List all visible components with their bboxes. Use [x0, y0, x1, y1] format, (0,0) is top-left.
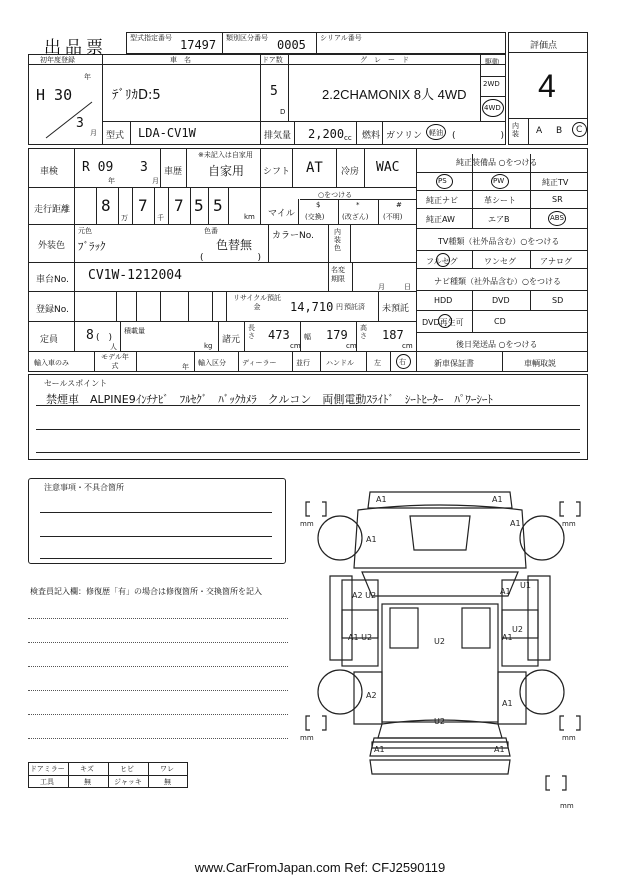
tire-brackets [306, 502, 580, 790]
drive-label: 駆動 [485, 58, 499, 66]
mark-left-door-a2u2: A2 U2 [352, 591, 377, 600]
equip-sr: SR [552, 195, 563, 204]
ac-label: 冷房 [341, 167, 360, 177]
equip-ps: PS [438, 177, 447, 185]
shaken-label: 車検 [40, 167, 59, 177]
hood-panel [410, 516, 470, 550]
import-label: 輸入車のみ [34, 359, 69, 367]
first-reg-era: H 30 [36, 86, 73, 104]
sales-point-title: セールスポイント [44, 379, 108, 388]
orig-color-label: 元色 [78, 227, 92, 235]
tools-head-scratch: キズ [80, 765, 94, 773]
fuel-label: 燃料 [362, 131, 381, 141]
height: 187 [382, 328, 404, 342]
mm-label-1: mm [300, 520, 314, 528]
interior-label: 内装 [512, 122, 519, 138]
load-label: 積載量 [124, 327, 145, 335]
mark-right-door-a1: A1 [500, 587, 511, 596]
registration-label: 登録No. [36, 305, 69, 315]
capacity-unit: 人 [110, 343, 117, 351]
mm-label-3: mm [300, 734, 314, 742]
notes-title: 注意事項・不具合箇所 [44, 483, 124, 492]
color-number-label: 色番 [204, 227, 218, 235]
mm-label-4: mm [562, 734, 576, 742]
sales-point-text: 禁煙車 ALPINE9ｲﾝﾁﾅﾋﾞ ﾌﾙｾｸﾞ ﾊﾞｯｸｶﾒﾗ クルコン 両側電動ｽﾗｲﾄﾞ ｼｰﾄﾋｰﾀｰ ﾊﾟﾜｰｼｰﾄ [46, 393, 493, 406]
factory-title: 純正装備品 ○をつける [456, 158, 538, 167]
exchange-symbol: $ [316, 201, 321, 209]
front-right-wheel [520, 516, 564, 560]
navi-sd: SD [552, 296, 564, 305]
handle-label: ハンドル [326, 359, 354, 367]
history-label: 車歴 [164, 167, 183, 177]
mark-front-bumper-left: A1 [376, 495, 387, 504]
length-label: 長さ [248, 324, 255, 340]
rear-garnish [372, 742, 508, 748]
mileage-digit-2: 7 [138, 196, 148, 215]
tv-analog: アナログ [540, 257, 572, 266]
import-dealer: ディーラー [242, 359, 277, 367]
rear-right-quarter [498, 672, 526, 724]
chassis-number: CV1W-1212004 [88, 268, 182, 283]
equip-pw: PW [493, 177, 505, 185]
equip-aw: 純正AW [426, 215, 455, 224]
displacement-label: 排気量 [264, 131, 292, 141]
navi-hdd: HDD [434, 296, 453, 305]
handle-right: 右 [399, 358, 406, 366]
roof-right-panel [462, 608, 490, 648]
mark-rear-right-a1: A1 [502, 699, 513, 708]
model-year-label: モデル年式 [101, 353, 129, 370]
color-no-label: カラーNo. [272, 231, 314, 241]
drive-4wd: 4WD [484, 104, 501, 112]
navi-dvd-play: DVD再生可 [422, 318, 464, 327]
first-reg-label: 初年度登録 [40, 56, 75, 64]
exchange-label: (交換) [305, 213, 325, 221]
import-parallel: 並行 [296, 359, 310, 367]
equip-airbag: エアB [488, 215, 510, 224]
import-type-label: 輸入区分 [198, 359, 226, 367]
height-cm: cm [402, 342, 413, 350]
handle-left: 左 [374, 359, 381, 367]
name-change-label: 名変期限 [331, 266, 345, 283]
width: 179 [326, 328, 348, 342]
back-door [370, 738, 510, 756]
history-note: ※未記入は自家用 [198, 151, 253, 159]
score-value: 4 [538, 68, 556, 104]
car-name: ﾃﾞﾘｶD:5 [112, 88, 161, 103]
equip-abs: ABS [550, 214, 564, 222]
mark-right-rear-a1: A1 [502, 633, 513, 642]
mark-right-door-u1: U1 [520, 581, 531, 590]
cc-unit: cc [344, 134, 352, 142]
name-change-month: 月 [378, 283, 385, 291]
rear-left-wheel [318, 670, 362, 714]
mileage-unit-man: 万 [121, 214, 128, 222]
length-cm: cm [290, 342, 301, 350]
windshield [362, 572, 518, 596]
mark-left-rear-a1u2: A1 U2 [348, 633, 373, 642]
interior-a: A [536, 126, 543, 136]
left-mirror [330, 576, 352, 660]
orig-color: ﾌﾞﾗｯｸ [78, 240, 106, 253]
chassis-label: 車台No. [36, 275, 69, 285]
fuel-gasoline: ガソリン [386, 131, 423, 141]
tools-tools-value: 無 [84, 778, 91, 786]
tv-oneseg: ワンセグ [484, 257, 516, 266]
capacity-label: 定員 [40, 335, 59, 345]
tamper-symbol: * [356, 201, 360, 209]
mark-rear-bumper-left: A1 [374, 745, 385, 754]
tools-head-crack: ヒビ [120, 765, 134, 773]
mark-front-bumper-right: A1 [492, 495, 503, 504]
load-unit: kg [204, 342, 213, 350]
car-diagram [290, 480, 600, 810]
width-cm: cm [346, 342, 357, 350]
shaken-month-unit: 月 [152, 177, 159, 185]
hood [354, 505, 526, 568]
tamper-label: (改ざん) [342, 213, 369, 221]
interior-color-label: 内装色 [334, 228, 341, 252]
class-label: 類別区分番号 [226, 34, 268, 42]
dims-label: 諸元 [222, 335, 241, 345]
unknown-label: (不明) [383, 213, 403, 221]
recycle-label: リサイクル預託金 [232, 294, 282, 311]
tv-fullseg: フルセグ [426, 257, 458, 266]
interior-b: B [556, 126, 563, 136]
ac: WAC [376, 160, 400, 175]
capacity: 8 [86, 328, 94, 343]
mileage-digit-5: 5 [213, 196, 223, 215]
shift: AT [306, 160, 323, 176]
mark-rear-bumper-right: A1 [494, 745, 505, 754]
interior-c: C [576, 125, 583, 135]
later-manual: 車輌取説 [524, 359, 556, 368]
mileage-check-note: ○をつける [318, 191, 353, 199]
inspector-title: 検査員記入欄：修復歴「有」の場合は修復箇所・交換箇所を記入 [30, 587, 262, 596]
recycle-amount: 14,710 [290, 300, 334, 314]
sheet-title: 出品票 [44, 38, 107, 58]
mm-label-2: mm [562, 520, 576, 528]
later-warranty: 新車保証書 [434, 359, 474, 368]
history: 自家用 [208, 164, 245, 178]
front-left-door [342, 580, 378, 638]
length: 473 [268, 328, 290, 342]
mm-label-5: mm [560, 802, 574, 810]
navi-dvd: DVD [492, 296, 510, 305]
mark-front-left: A1 [366, 535, 377, 544]
fuel-diesel: 軽油 [429, 129, 443, 137]
tv-title: TV種類（社外品含む）○をつける [438, 237, 560, 246]
right-mirror [528, 576, 550, 660]
mileage-label: 走行距離 [34, 205, 71, 215]
color-label: 外装色 [38, 241, 66, 251]
footer-source: www.CarFromJapan.com Ref: CFJ2590119 [194, 860, 446, 875]
tools-head-break: ワレ [160, 765, 174, 773]
height-label: 高さ [360, 324, 367, 340]
doors-label: ドア数 [262, 56, 283, 64]
capacity-paren: ( ) [96, 333, 113, 343]
displacement: 2,200 [308, 127, 345, 141]
navi-title: ナビ種類（社外品含む）○をつける [434, 277, 561, 286]
mileage-mile: マイル [268, 209, 295, 219]
tools-jack-value: 無 [164, 778, 171, 786]
unknown-symbol: # [396, 201, 402, 209]
shaken-month: 3 [140, 160, 148, 175]
rear-bumper [370, 760, 510, 774]
model: LDA-CV1W [138, 126, 196, 140]
roof-left-panel [390, 608, 418, 648]
equip-leather: 革シート [484, 196, 516, 205]
recycle-status: 預託済 [344, 303, 365, 311]
model-designation: 17497 [180, 38, 217, 52]
grade-label: グ レ ー ド [360, 56, 409, 64]
mark-front-right: A1 [510, 519, 521, 528]
recycle-unpaid: 未預託 [382, 304, 410, 314]
model-designation-label: 型式指定番号 [130, 34, 172, 42]
mileage-unit-km: km [244, 213, 255, 221]
mark-right-rear-u2: U2 [512, 625, 523, 634]
shift-label: シフト [263, 167, 291, 177]
mark-roof-u2: U2 [434, 637, 445, 646]
tools-tools-label: 工具 [40, 778, 54, 786]
model-label: 型式 [106, 131, 125, 141]
navi-cd: CD [494, 317, 506, 326]
front-left-wheel [318, 516, 362, 560]
mark-rear-left-a2: A2 [366, 691, 377, 700]
first-reg-month: 3 [76, 116, 84, 131]
mark-back-door-u2: U2 [434, 717, 445, 726]
first-reg-month-unit: 月 [90, 129, 97, 137]
tools-jack-label: ジャッキ [114, 778, 142, 786]
doors: 5 [270, 84, 278, 99]
door-type: D [280, 108, 286, 116]
drive-2wd: 2WD [483, 80, 500, 88]
color-change: 色替無 [216, 238, 253, 252]
model-year-unit: 年 [182, 363, 189, 371]
later-title: 後日発送品 ○をつける [456, 340, 538, 349]
sales-point-box [28, 374, 588, 460]
recycle-unit: 円 [336, 303, 343, 311]
shaken-year-unit: 年 [108, 177, 115, 185]
class-number: 0005 [277, 38, 306, 52]
first-reg-slash [44, 100, 94, 140]
mileage-digit-4: 5 [194, 196, 204, 215]
roof [382, 604, 498, 722]
equip-tv: 純正TV [542, 178, 569, 187]
mileage-digit-1: 8 [101, 196, 111, 215]
mileage-unit-sen: 千 [157, 214, 164, 222]
width-label: 幅 [304, 333, 311, 341]
grade: 2.2CHAMONIX 8人 4WD [322, 87, 467, 102]
first-reg-year-unit: 年 [84, 73, 91, 81]
shaken: R 09 [82, 160, 114, 175]
mileage-digit-3: 7 [174, 196, 184, 215]
car-name-label: 車 名 [170, 56, 191, 64]
tools-head-mirror: ドアミラー [30, 765, 65, 773]
serial-label: シリアル番号 [320, 34, 362, 42]
score-label: 評価点 [530, 41, 558, 51]
name-change-day: 日 [404, 283, 411, 291]
equip-navi: 純正ナビ [426, 196, 458, 205]
